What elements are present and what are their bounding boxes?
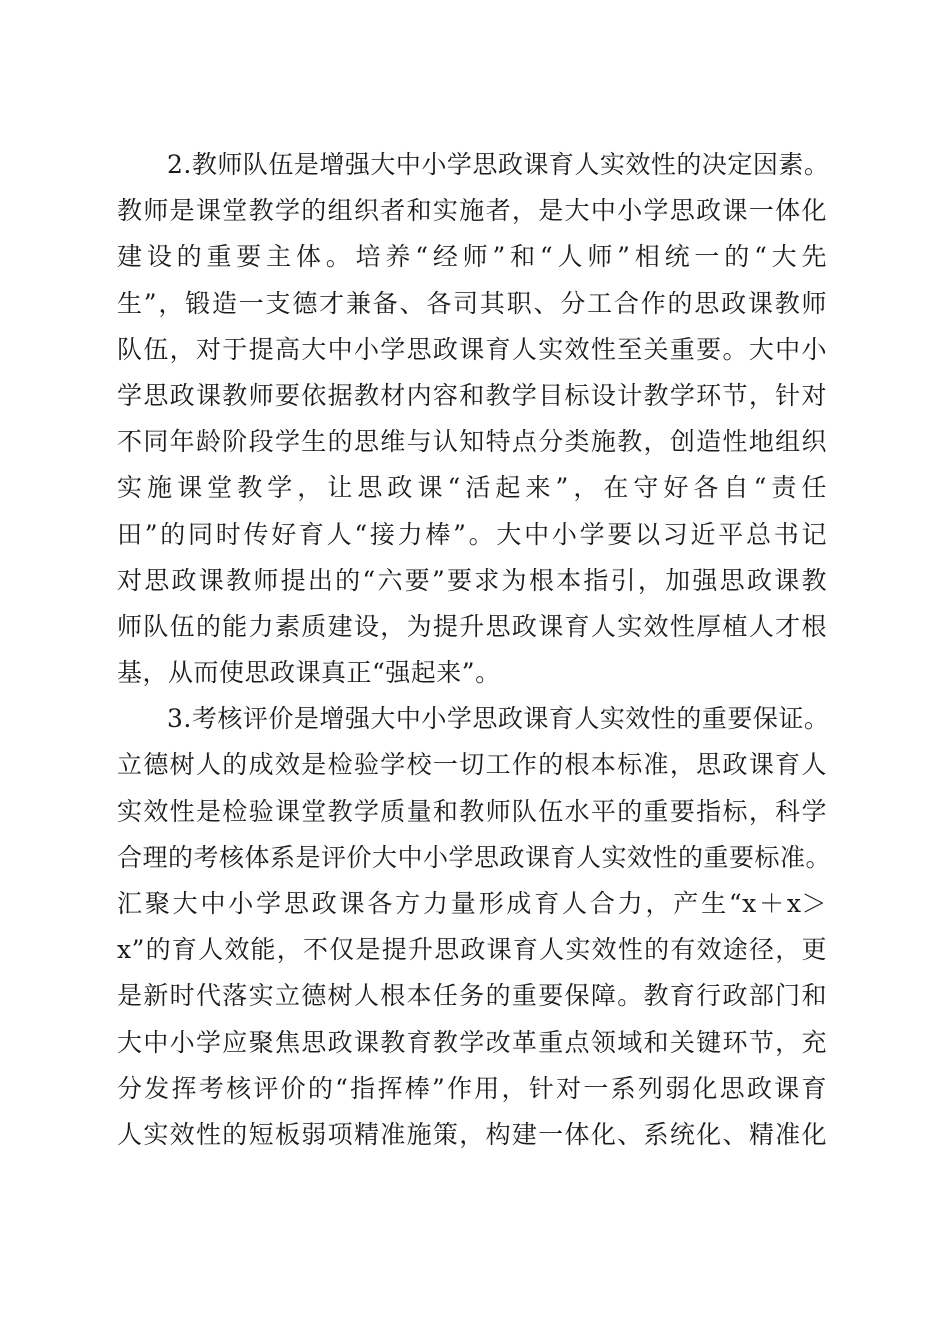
paragraph-1-line-2: 教师是课堂教学的组织者和实施者，是大中小学思政课一体化 [117, 196, 827, 226]
paragraph-2-line-3: 实效性是检验课堂教学质量和教师队伍水平的重要指标，科学 [117, 796, 827, 826]
paragraph-2-line-6: x”的育人效能，不仅是提升思政课育人实效性的有效途径，更 [117, 935, 827, 965]
paragraph-1-line-4: 生”，锻造一支德才兼备、各司其职、分工合作的思政课教师 [117, 288, 827, 318]
paragraph-1-line-7: 不同年龄阶段学生的思维与认知特点分类施教，创造性地组织 [117, 427, 827, 457]
paragraph-2-line-9: 分发挥考核评价的“指挥棒”作用，针对一系列弱化思政课育 [117, 1073, 827, 1103]
paragraph-1-line-3: 建设的重要主体。培养“经师”和“人师”相统一的“大先 [117, 242, 827, 272]
paragraph-1-line-12: 基，从而使思政课真正“强起来”。 [117, 658, 501, 688]
paragraph-2-line-10: 人实效性的短板弱项精准施策，构建一体化、系统化、精准化 [117, 1119, 827, 1149]
paragraph-2-line-4: 合理的考核体系是评价大中小学思政课育人实效性的重要标准。 [117, 842, 832, 872]
paragraph-2-line-1: 3.考核评价是增强大中小学思政课育人实效性的重要保证。 [167, 704, 830, 734]
paragraph-1-line-9: 田”的同时传好育人“接力棒”。大中小学要以习近平总书记 [117, 519, 827, 549]
paragraph-1-line-8: 实施课堂教学，让思政课“活起来”，在守好各自“责任 [117, 473, 827, 503]
paragraph-1-line-11: 师队伍的能力素质建设，为提升思政课育人实效性厚植人才根 [117, 611, 827, 641]
paragraph-2-line-7: 是新时代落实立德树人根本任务的重要保障。教育行政部门和 [117, 981, 827, 1011]
paragraph-2-line-5: 汇聚大中小学思政课各方力量形成育人合力，产生“x＋x＞ [117, 889, 827, 918]
paragraph-1-line-1: 2.教师队伍是增强大中小学思政课育人实效性的决定因素。 [167, 150, 830, 179]
paragraph-1-line-6: 学思政课教师要依据教材内容和教学目标设计教学环节，针对 [117, 380, 827, 410]
paragraph-2-line-2: 立德树人的成效是检验学校一切工作的根本标准，思政课育人 [117, 750, 827, 780]
paragraph-1-line-10: 对思政课教师提出的“六要”要求为根本指引，加强思政课教 [117, 565, 827, 595]
body-text [117, 142, 832, 1158]
paragraph-2-line-8: 大中小学应聚焦思政课教育教学改革重点领域和关键环节，充 [117, 1027, 827, 1057]
paragraph-1-line-5: 队伍，对于提高大中小学思政课育人实效性至关重要。大中小 [117, 334, 827, 364]
